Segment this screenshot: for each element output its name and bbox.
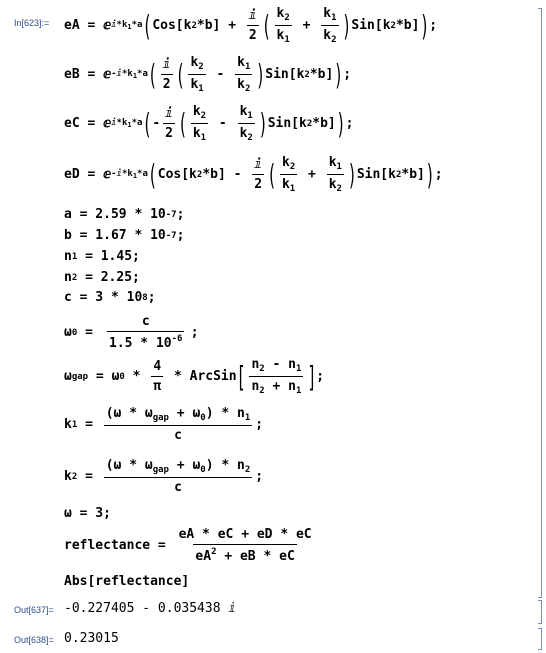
k2-assignment[interactable]: k 2 = $\frac{(\omega * \omega_{gap} + \omega_0) * n_2}{c}$ ; [64, 458, 264, 495]
k1-assignment[interactable]: k 1 = $\frac{(\omega * \omega_{gap} + \omega_0) * n_1}{c}$ ; [64, 406, 264, 443]
eA-line[interactable]: eA = ⅇ $ⅈ*k_1*a$ ( Cos[k 2 *b] + $\frac{\text{ⅈ}}{2}$ ( $\frac{k_2}{k_1}$ + $\frac{k_1}{k_2}$ ) Sin[k 2 *b] ) ; [64, 6, 438, 45]
eB-line[interactable]: eB = ⅇ $-ⅈ*k_1*a$ ( $\frac{\text{ⅈ}}{2}$ ( $\frac{k_2}{k_1}$ - $\frac{k_1}{k_2}$ ) Sin[k 2 *b] ) ; [64, 55, 352, 94]
k1-over-k2: $\frac{k_1}{k_2}$ [323, 6, 337, 45]
abs-expression[interactable]: Abs[reflectance] [64, 574, 190, 589]
reflectance-assignment[interactable]: reflectance = $\frac{eA * eC + eD * eC}{eA^2 + eB * eC}$ [64, 527, 312, 564]
n2-assignment[interactable]: n 2 = 2.25; [64, 270, 140, 285]
i-over-2: $\frac{\text{ⅈ}}{2}$ [248, 8, 257, 43]
input-label: In[623]:= [14, 18, 50, 28]
output-2: 0.23015 [64, 631, 119, 646]
omega0-assignment[interactable]: ω 0 = $\frac{c}{1.5 * 10^{-6}}$ ; [64, 314, 199, 351]
output-bracket-1[interactable] [538, 600, 542, 624]
n1-assignment[interactable]: n 1 = 1.45; [64, 249, 140, 264]
k2-over-k1: $\frac{k_2}{k_1}$ [276, 6, 290, 45]
a-assignment[interactable]: a = 2.59 * 10 -7 ; [64, 207, 185, 222]
output-bracket-2[interactable] [538, 628, 542, 650]
omega-assignment[interactable]: ω = 3; [64, 506, 111, 521]
c-assignment[interactable]: c = 3 * 10 8 ; [64, 290, 156, 305]
eD-line[interactable]: eD = ⅇ $-ⅈ*k_1*a$ ( Cos[k 2 *b] - $\frac{\text{ⅈ}}{2}$ ( $\frac{k_2}{k_1}$ + $\frac{k_1}{k_2}$ ) Sin[k 2 *b] ) ; [64, 155, 443, 194]
omega-gap-assignment[interactable]: ω gap = ω 0 * $\frac{4}{\pi}$ * ArcSin [ $\frac{n_2 - n_1}{n_2 + n_1}$ ] ; [64, 357, 325, 396]
b-assignment[interactable]: b = 1.67 * 10 -7 ; [64, 228, 185, 243]
eA-lhs: eA = [64, 18, 104, 33]
paren-open: ( [144, 8, 151, 43]
output-label-2: Out[638]= [14, 635, 54, 645]
eC-line[interactable]: eC = ⅇ $ⅈ*k_1*a$ ( - $\frac{\text{ⅈ}}{2}$ ( $\frac{k_2}{k_1}$ - $\frac{k_1}{k_2}$ ) Sin[k 2 *b] ) ; [64, 104, 354, 143]
e-symbol: ⅇ [103, 18, 112, 33]
output-label-1: Out[637]= [14, 605, 54, 615]
output-1: -0.227405 - 0.035438 ⅈ [64, 601, 237, 616]
cell-bracket[interactable] [538, 8, 542, 598]
